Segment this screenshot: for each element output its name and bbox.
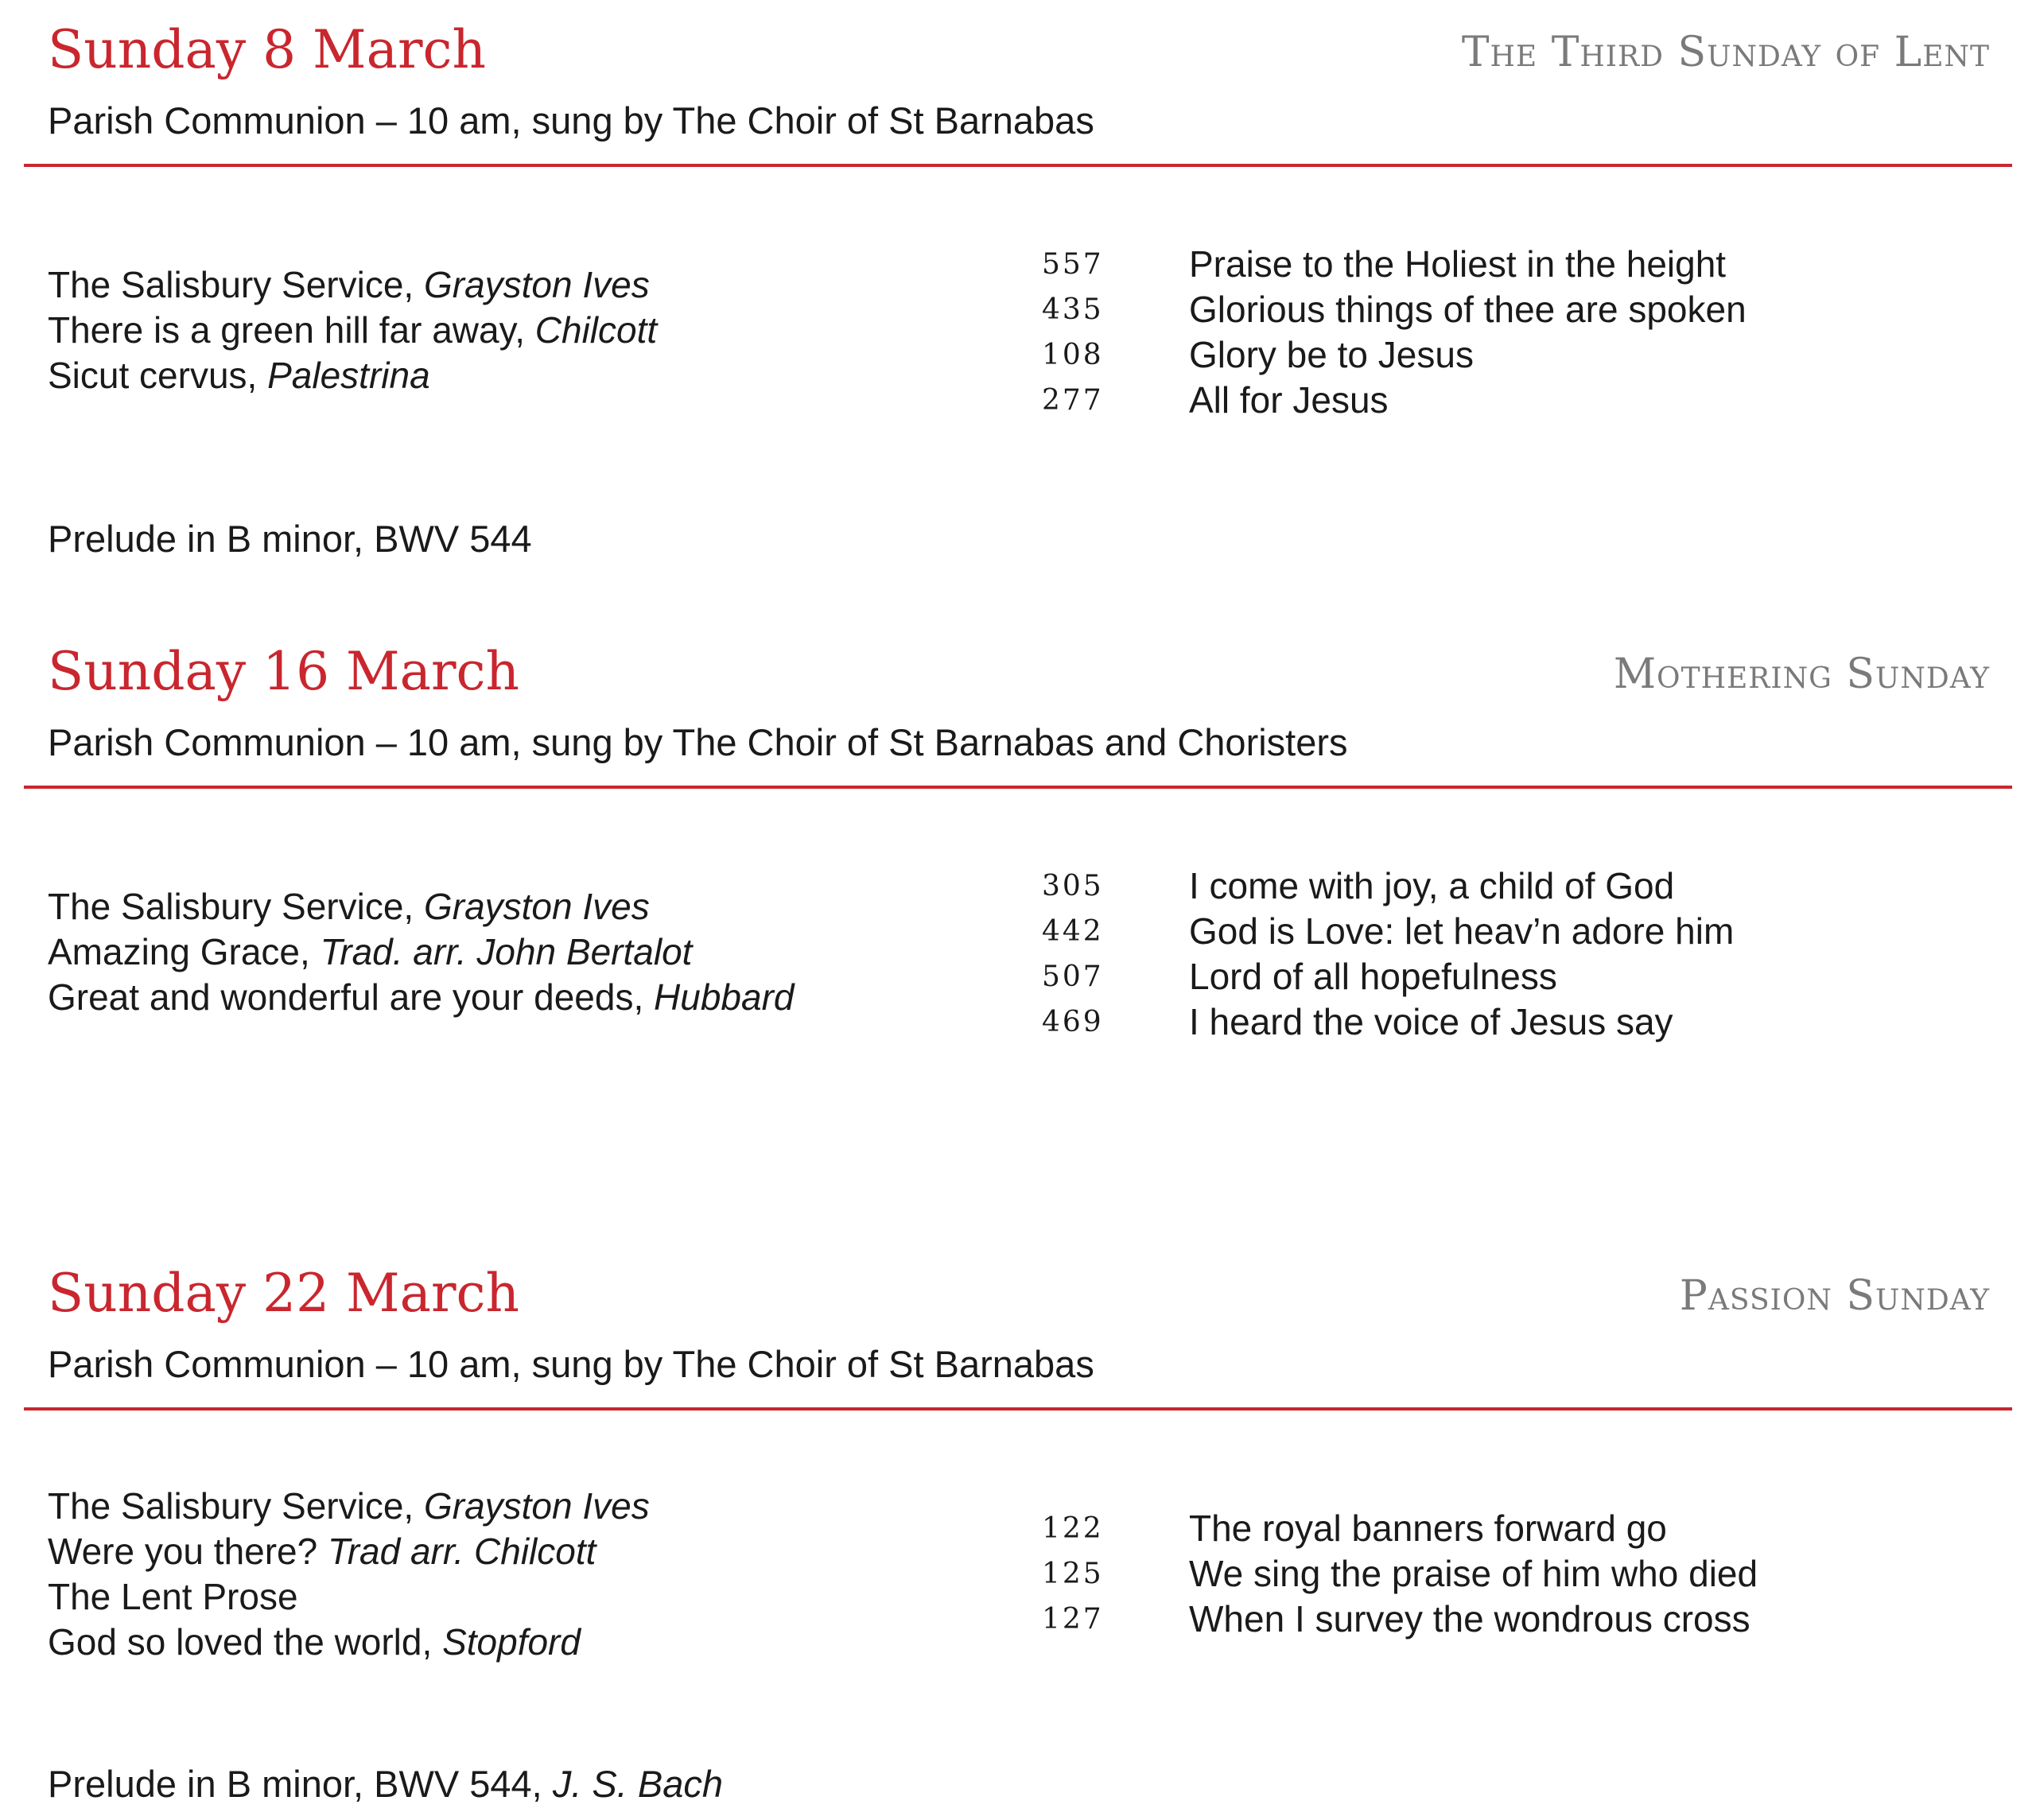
hymn-title: Lord of all hopefulness [1189, 956, 1557, 997]
hymn-title: I come with joy, a child of God [1189, 865, 1675, 906]
hymn-row [1018, 954, 1734, 999]
music-item: Were you there? Trad arr. Chilcott [48, 1531, 596, 1572]
hymn-title: God is Love: let heav’n adore him [1189, 910, 1735, 952]
service-date: Sunday 8 March [48, 19, 487, 80]
hymn-title: I heard the voice of Jesus say [1189, 1001, 1673, 1042]
hymn-title: Praise to the Holiest in the height [1189, 243, 1727, 285]
section-divider [24, 1407, 2012, 1411]
hymn-title: All for Jesus [1189, 379, 1389, 421]
hymn-number: 125 [1042, 1558, 1104, 1590]
music-item: Great and wonderful are your deeds, Hubbard [48, 976, 795, 1018]
hymn-list [1018, 242, 1747, 423]
hymn-number: 122 [1042, 1512, 1104, 1545]
hymn-number: 507 [1042, 960, 1104, 993]
hymn-number: 442 [1042, 915, 1104, 948]
hymn-title: When I survey the wondrous cross [1189, 1598, 1750, 1640]
service-description: Parish Communion – 10 am, sung by The Choir of St Barnabas [48, 99, 1094, 142]
liturgical-occasion: Mothering Sunday [1613, 650, 1990, 698]
hymn-list [1018, 863, 1734, 1045]
hymn-number: 127 [1042, 1603, 1104, 1636]
service-date: Sunday 22 March [48, 1263, 520, 1324]
music-item: The Salisbury Service, Grayston Ives [48, 1485, 650, 1527]
hymn-number: 557 [1042, 248, 1104, 281]
hymn-row [1018, 1597, 1758, 1642]
hymn-title: The royal banners forward go [1189, 1508, 1667, 1549]
choir-music-list [48, 1484, 650, 1665]
music-item: Sicut cervus, Palestrina [48, 355, 430, 396]
hymn-row [1018, 909, 1734, 954]
hymn-row [1018, 287, 1747, 332]
choir-music-list [48, 884, 794, 1020]
service-date: Sunday 16 March [48, 641, 520, 702]
service-description: Parish Communion – 10 am, sung by The Choir of St Barnabas and Choristers [48, 721, 1348, 763]
music-item: The Salisbury Service, Grayston Ives [48, 886, 650, 927]
section-divider [24, 164, 2012, 167]
hymn-row [1018, 1551, 1758, 1597]
organ-voluntary: Prelude in B minor, BWV 544 [48, 518, 532, 560]
hymn-number: 305 [1042, 870, 1104, 902]
music-item: Amazing Grace, Trad. arr. John Bertalot [48, 931, 693, 972]
liturgical-occasion: Passion Sunday [1679, 1272, 1990, 1320]
hymn-row [1018, 378, 1747, 423]
hymn-row [1018, 863, 1734, 909]
music-item: The Lent Prose [48, 1576, 298, 1617]
music-item: The Salisbury Service, Grayston Ives [48, 264, 650, 305]
music-item: God so loved the world, Stopford [48, 1621, 581, 1663]
hymn-row [1018, 999, 1734, 1045]
hymn-title: Glory be to Jesus [1189, 334, 1474, 375]
hymn-row [1018, 1506, 1758, 1551]
hymn-title: We sing the praise of him who died [1189, 1553, 1758, 1594]
hymn-number: 108 [1042, 339, 1104, 371]
service-description: Parish Communion – 10 am, sung by The Choir of St Barnabas [48, 1343, 1094, 1385]
hymn-row [1018, 242, 1747, 287]
hymn-title: Glorious things of thee are spoken [1189, 289, 1747, 330]
organ-voluntary: Prelude in B minor, BWV 544, J. S. Bach [48, 1763, 724, 1805]
section-divider [24, 786, 2012, 789]
liturgical-occasion: The Third Sunday of Lent [1461, 29, 1990, 76]
hymn-number: 277 [1042, 384, 1104, 417]
music-item: There is a green hill far away, Chilcott [48, 309, 658, 351]
hymn-number: 435 [1042, 293, 1104, 326]
hymn-row [1018, 332, 1747, 378]
choir-music-list [48, 262, 657, 398]
hymn-number: 469 [1042, 1006, 1104, 1038]
hymn-list [1018, 1506, 1758, 1642]
